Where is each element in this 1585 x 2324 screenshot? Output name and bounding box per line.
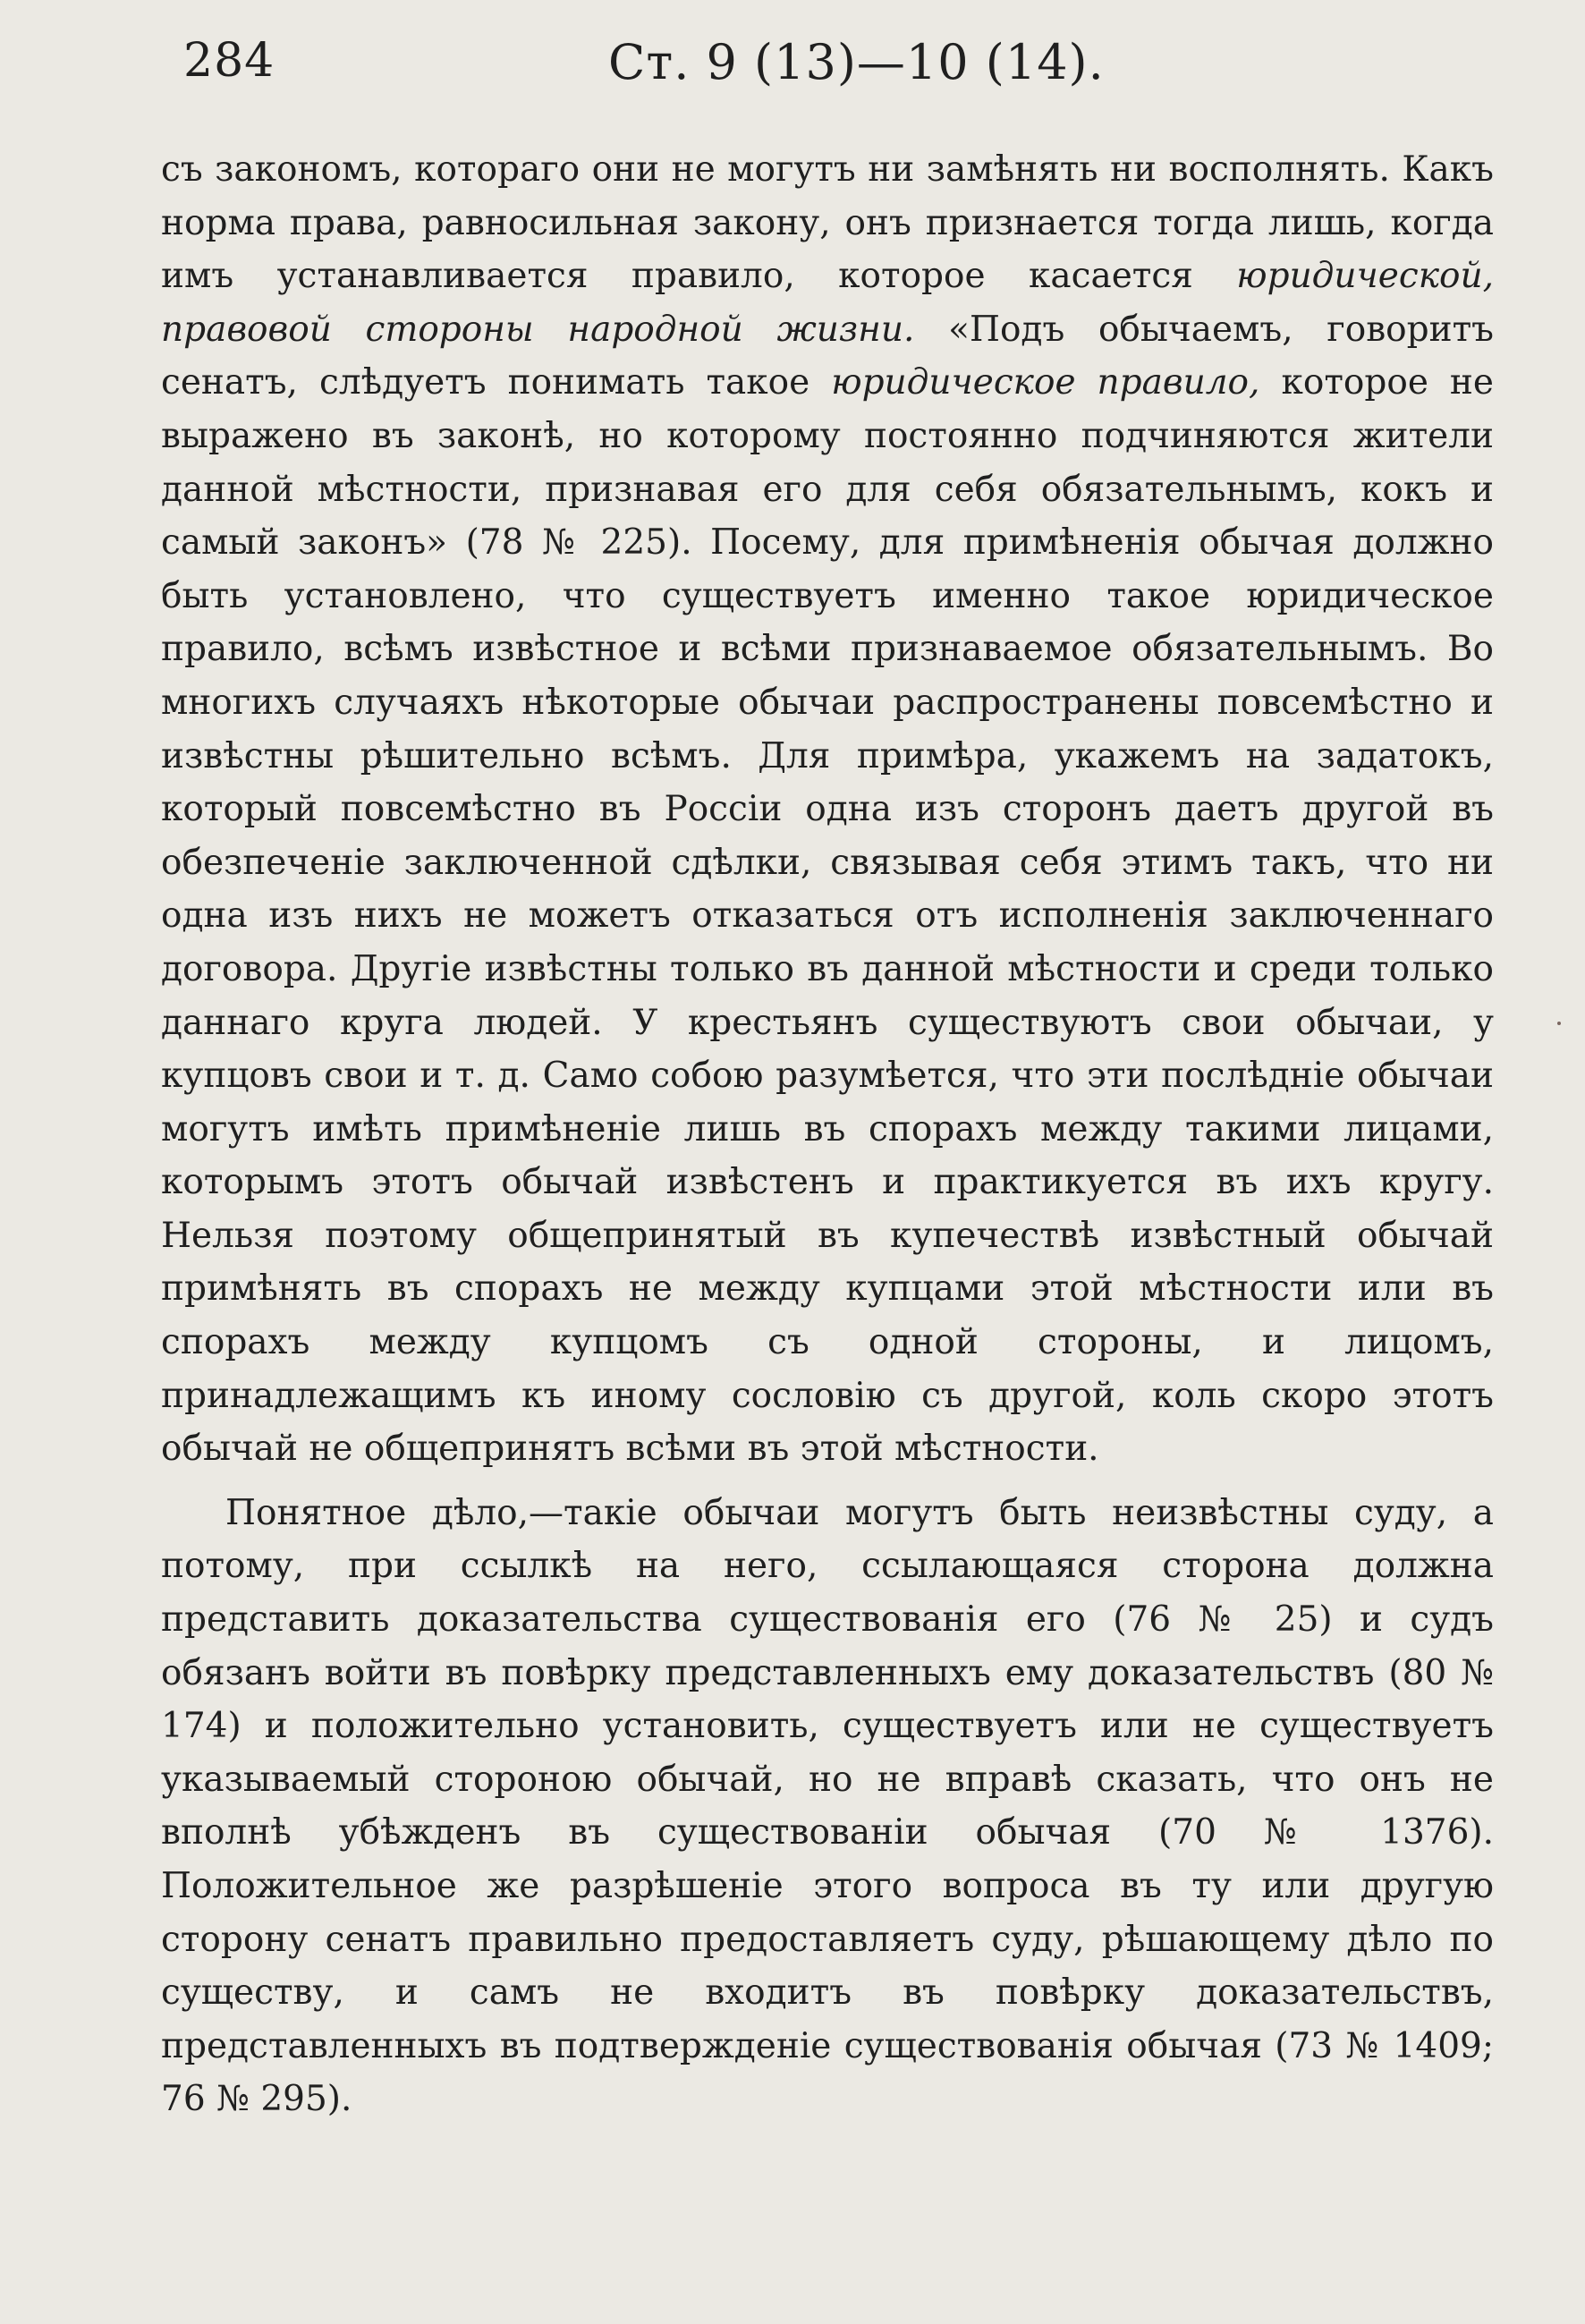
paragraph-1-text-a: съ закономъ, котораго они не могутъ ни замѣнять ни восполнять. Какъ норма права, равносильная закону, онъ признается тогда лишь, когда имъ устанавливается правило, которое касается (161, 149, 1494, 297)
page-number: 284 (183, 34, 275, 88)
running-head: Ст. 9 (13)—10 (14). (608, 34, 1105, 90)
paragraph-1-text-c: которое не выражено въ законѣ, но которому постоянно подчиняются жители данной мѣстности, признавая его для себя обязательнымъ, кокъ и самый законъ» (78 № 225). Посему, для примѣненія обычая должно быть установлено, что существуетъ именно такое юридическое правило, всѣмъ извѣстное и всѣми признаваемое обязательнымъ. Во многихъ случаяхъ нѣкоторые обычаи распространены повсемѣстно и извѣстны рѣшительно всѣмъ. Для примѣра, укажемъ на задатокъ, который повсемѣстно въ Россіи одна изъ сторонъ даетъ другой въ обезпеченіе заключенной сдѣлки, связывая себя этимъ такъ, что ни одна изъ нихъ не можетъ отказаться отъ исполненія заключеннаго договора. Другіе извѣстны только въ данной мѣстности и среди только даннаго круга людей. У крестьянъ существуютъ свои обычаи, у купцовъ свои и т. д. Само собою разумѣется, что эти послѣдніе обычаи могутъ имѣть примѣненіе лишь въ спорахъ между такими лицами, которымъ этотъ обычай извѣстенъ и практикуется въ ихъ кругу. Нельзя поэтому общепринятый въ купечествѣ извѣстный обычай примѣнять въ спорахъ не между купцами этой мѣстности или въ спорахъ между купцомъ съ одной стороны, и лицомъ, принадлежащимъ къ иному сословію съ другой, коль скоро этотъ обычай не общепринятъ всѣми въ этой мѣстности. (161, 362, 1495, 1470)
body-text (161, 143, 1494, 2126)
paragraph-1-text-b: «Подъ обычаемъ, говоритъ сенатъ, слѣдуетъ понимать такое (161, 309, 1494, 403)
paragraph-2: Понятное дѣло,—такіе обычаи могутъ быть неизвѣстны суду, а потому, при ссылкѣ на него, ссылающаяся сторона должна представить доказательства существованія его (76 № 25) и судъ обязанъ войти въ повѣрку представленныхъ ему доказательствъ (80 № 174) и положительно установить, существуетъ или не существуетъ указываемый стороною обычай, но не вправѣ сказать, что онъ не вполнѣ убѣжденъ въ существованіи обычая (70 № 1376). Положительное же разрѣшеніе этого вопроса въ ту или другую сторону сенатъ правильно предоставляетъ суду, рѣшающему дѣло по существу, и самъ не входитъ въ повѣрку доказательствъ, представленныхъ въ подтвержденіе существованія обычая (73 № 1409; 76 № 295). (161, 1492, 1494, 2120)
paragraph-1-italic-b: юридическое правило, (831, 362, 1260, 403)
page-header (0, 34, 1585, 97)
edge-mark (1557, 1022, 1561, 1025)
paragraph-1 (161, 143, 1494, 1476)
paragraph-1-italic-a: юридической, правовой стороны народной жизни. (161, 256, 1494, 350)
